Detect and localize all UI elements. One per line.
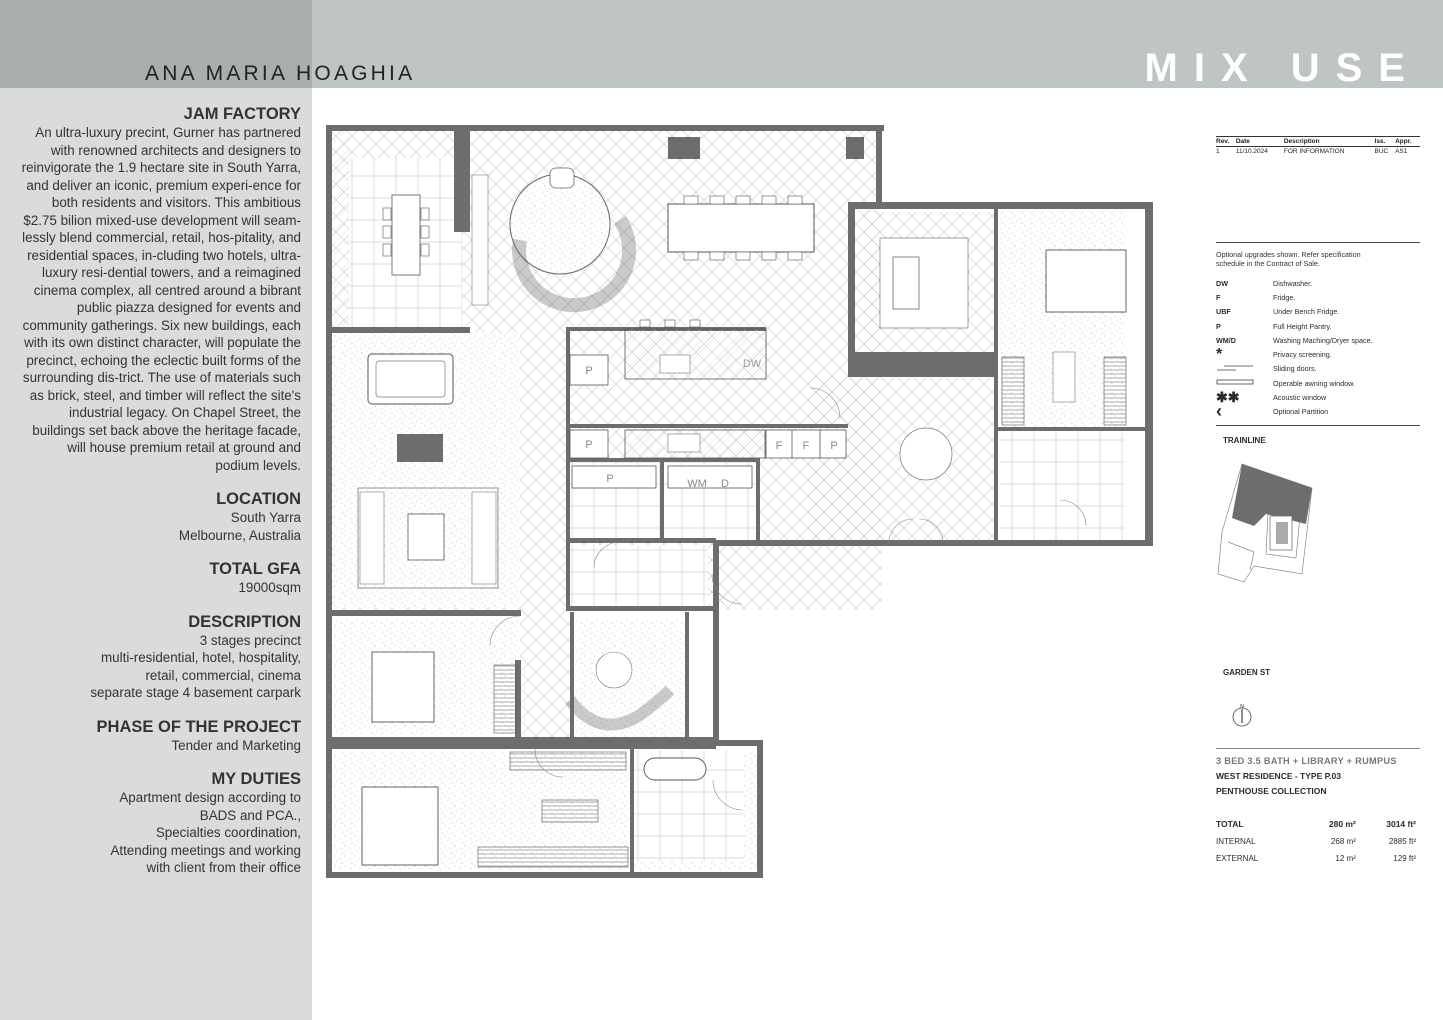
legend	[1216, 242, 1420, 426]
fridge-label: F	[802, 440, 810, 452]
legend-key: UBF	[1216, 307, 1231, 317]
pantry-label: P	[830, 440, 838, 452]
privacy-screen-icon: *	[1216, 345, 1223, 363]
duties-line: BADS and PCA.,	[199, 807, 301, 823]
trainline-label: TRAINLINE	[1223, 436, 1266, 445]
rev-cell: 1	[1216, 148, 1220, 155]
issued-header: Iss.	[1375, 137, 1396, 147]
description-line: 3 stages precinct	[199, 632, 301, 648]
legend-desc: Full Height Pantry.	[1273, 321, 1332, 331]
approved-cell: AS1	[1395, 148, 1408, 155]
location-line: Melbourne, Australia	[178, 527, 301, 543]
author-name: ANA MARIA HOAGHIA	[145, 62, 416, 85]
phase-value: Tender and Marketing	[171, 737, 301, 753]
legend-item	[1216, 305, 1420, 319]
area-label: INTERNAL	[1216, 837, 1256, 846]
legend-desc: Operable awning window.	[1273, 378, 1355, 388]
date-cell: 11/10.2024	[1235, 148, 1268, 155]
revision-table	[1216, 136, 1420, 156]
area-row	[1216, 834, 1416, 851]
legend-desc: Sliding doors.	[1273, 364, 1317, 374]
pantry-label: P	[585, 439, 593, 451]
project-info	[20, 104, 301, 877]
unit-type-title: 3 BED 3.5 BATH + LIBRARY + RUMPUS	[1216, 756, 1397, 766]
duties-line: with client from their office	[146, 860, 301, 875]
legend-key: DW	[1216, 278, 1228, 288]
unit-summary	[1216, 748, 1420, 868]
duties-title: MY DUTIES	[211, 770, 301, 788]
description-line: retail, commercial, cinema	[145, 667, 301, 683]
area-row	[1216, 851, 1416, 868]
sliding-door-icon	[1216, 364, 1273, 374]
area-table	[1216, 816, 1416, 868]
legend-desc: Privacy screening.	[1273, 350, 1332, 360]
legend-desc: Washing Maching/Dryer space.	[1273, 335, 1373, 345]
duties-line: Specialties coordination,	[155, 825, 301, 840]
description-title: DESCRIPTION	[188, 612, 301, 631]
category-title: MIX USE	[1144, 46, 1421, 90]
description-line: multi-residential, hotel, hospitality,	[101, 650, 301, 665]
legend-note: Optional upgrades shown. Refer specification schedule in the Contract of Sale.	[1216, 250, 1361, 268]
project-description: An ultra-luxury precint, Gurner has partnered with renowned architects and designers to reinvigorate the 1.9 hectare site in South Yarra, and deliver an iconic, premium experi-ence for both residents and visitors. This ambitious $2.75 bilion mixed-use development will seam-lessly blend commercial, retail, hos-pitality, and residential spaces, in-cluding two hotels, ultra-luxury resi-dential towers, and a reimagined cinema complex, all centred around a bibrant public piazza designed for events and community gatherings. Six new buildings, each with its own distinct character, will populate the precinct, echoing the eclectic built forms of the surrounding dis-trict. The use of materials such as brick, steel, and timber will reflect the site's industrial legacy. On Chapel Street, the buildings set back above the heritage facade, will house premium retail at ground and podium levels.	[21, 125, 301, 473]
description-cell: FOR INFORMATION	[1283, 148, 1345, 155]
optional-partition-icon: ‹	[1216, 401, 1222, 422]
area-ft2: 129 ft²	[1393, 854, 1416, 863]
collection-name: PENTHOUSE COLLECTION	[1216, 786, 1327, 796]
area-ft2: 2885 ft²	[1388, 837, 1416, 846]
phase-title: PHASE OF THE PROJECT	[96, 717, 301, 736]
legend-desc: Optional Partition	[1273, 407, 1329, 417]
legend-item	[1216, 401, 1420, 422]
gfa-title: TOTAL GFA	[209, 560, 301, 578]
garden-street-label: GARDEN ST	[1223, 668, 1271, 677]
project-title: JAM FACTORY	[183, 105, 301, 123]
area-row	[1216, 816, 1416, 834]
site-key-map	[1214, 462, 1324, 587]
area-ft2: 3014 ft²	[1386, 819, 1416, 829]
pantry-label: P	[606, 473, 614, 485]
legend-item	[1216, 319, 1420, 333]
description-line: separate stage 4 basement carpark	[90, 685, 301, 700]
washing-machine-label: WM	[687, 478, 707, 490]
legend-key: WM/D	[1216, 335, 1236, 345]
legend-key: P	[1216, 321, 1221, 331]
duties-line: Attending meetings and working	[110, 842, 301, 858]
duties-line: Apartment design according to	[119, 790, 301, 805]
legend-desc: Under Bench Fridge.	[1273, 307, 1340, 317]
acoustic-window-icon: ✱✱	[1216, 389, 1240, 406]
legend-item	[1216, 347, 1420, 361]
description-header: Description	[1284, 137, 1375, 147]
rev-header: Rev.	[1216, 137, 1236, 147]
awning-window-icon	[1216, 378, 1273, 388]
legend-item	[1216, 362, 1420, 376]
date-header: Date	[1236, 137, 1284, 147]
legend-item	[1216, 290, 1420, 304]
gfa-value: 19000sqm	[238, 580, 301, 595]
fridge-label: F	[775, 440, 783, 452]
floor-plan	[318, 118, 1158, 883]
north-label: N	[1240, 704, 1244, 710]
legend-desc: Fridge.	[1273, 292, 1296, 302]
north-arrow-icon	[1230, 703, 1254, 729]
legend-item	[1216, 276, 1420, 290]
legend-desc: Acoustic window	[1273, 393, 1327, 403]
dishwasher-label: DW	[742, 358, 762, 370]
legend-key: F	[1216, 292, 1221, 302]
pantry-label: P	[585, 365, 593, 377]
area-m2: 12 m²	[1335, 854, 1356, 863]
area-label: EXTERNAL	[1216, 854, 1259, 863]
residence-type: WEST RESIDENCE - TYPE P.03	[1216, 771, 1342, 781]
area-m2: 268 m²	[1330, 837, 1356, 846]
revision-panel	[1216, 136, 1420, 156]
issued-cell: BUC	[1374, 148, 1389, 155]
location-title: LOCATION	[216, 490, 301, 508]
dryer-label: D	[721, 478, 729, 490]
location-line: South Yarra	[230, 510, 301, 525]
area-m2: 280 m²	[1328, 819, 1356, 829]
legend-desc: Dishwasher.	[1273, 278, 1313, 288]
area-label: TOTAL	[1216, 819, 1244, 829]
approved-header: Appr.	[1395, 137, 1420, 147]
